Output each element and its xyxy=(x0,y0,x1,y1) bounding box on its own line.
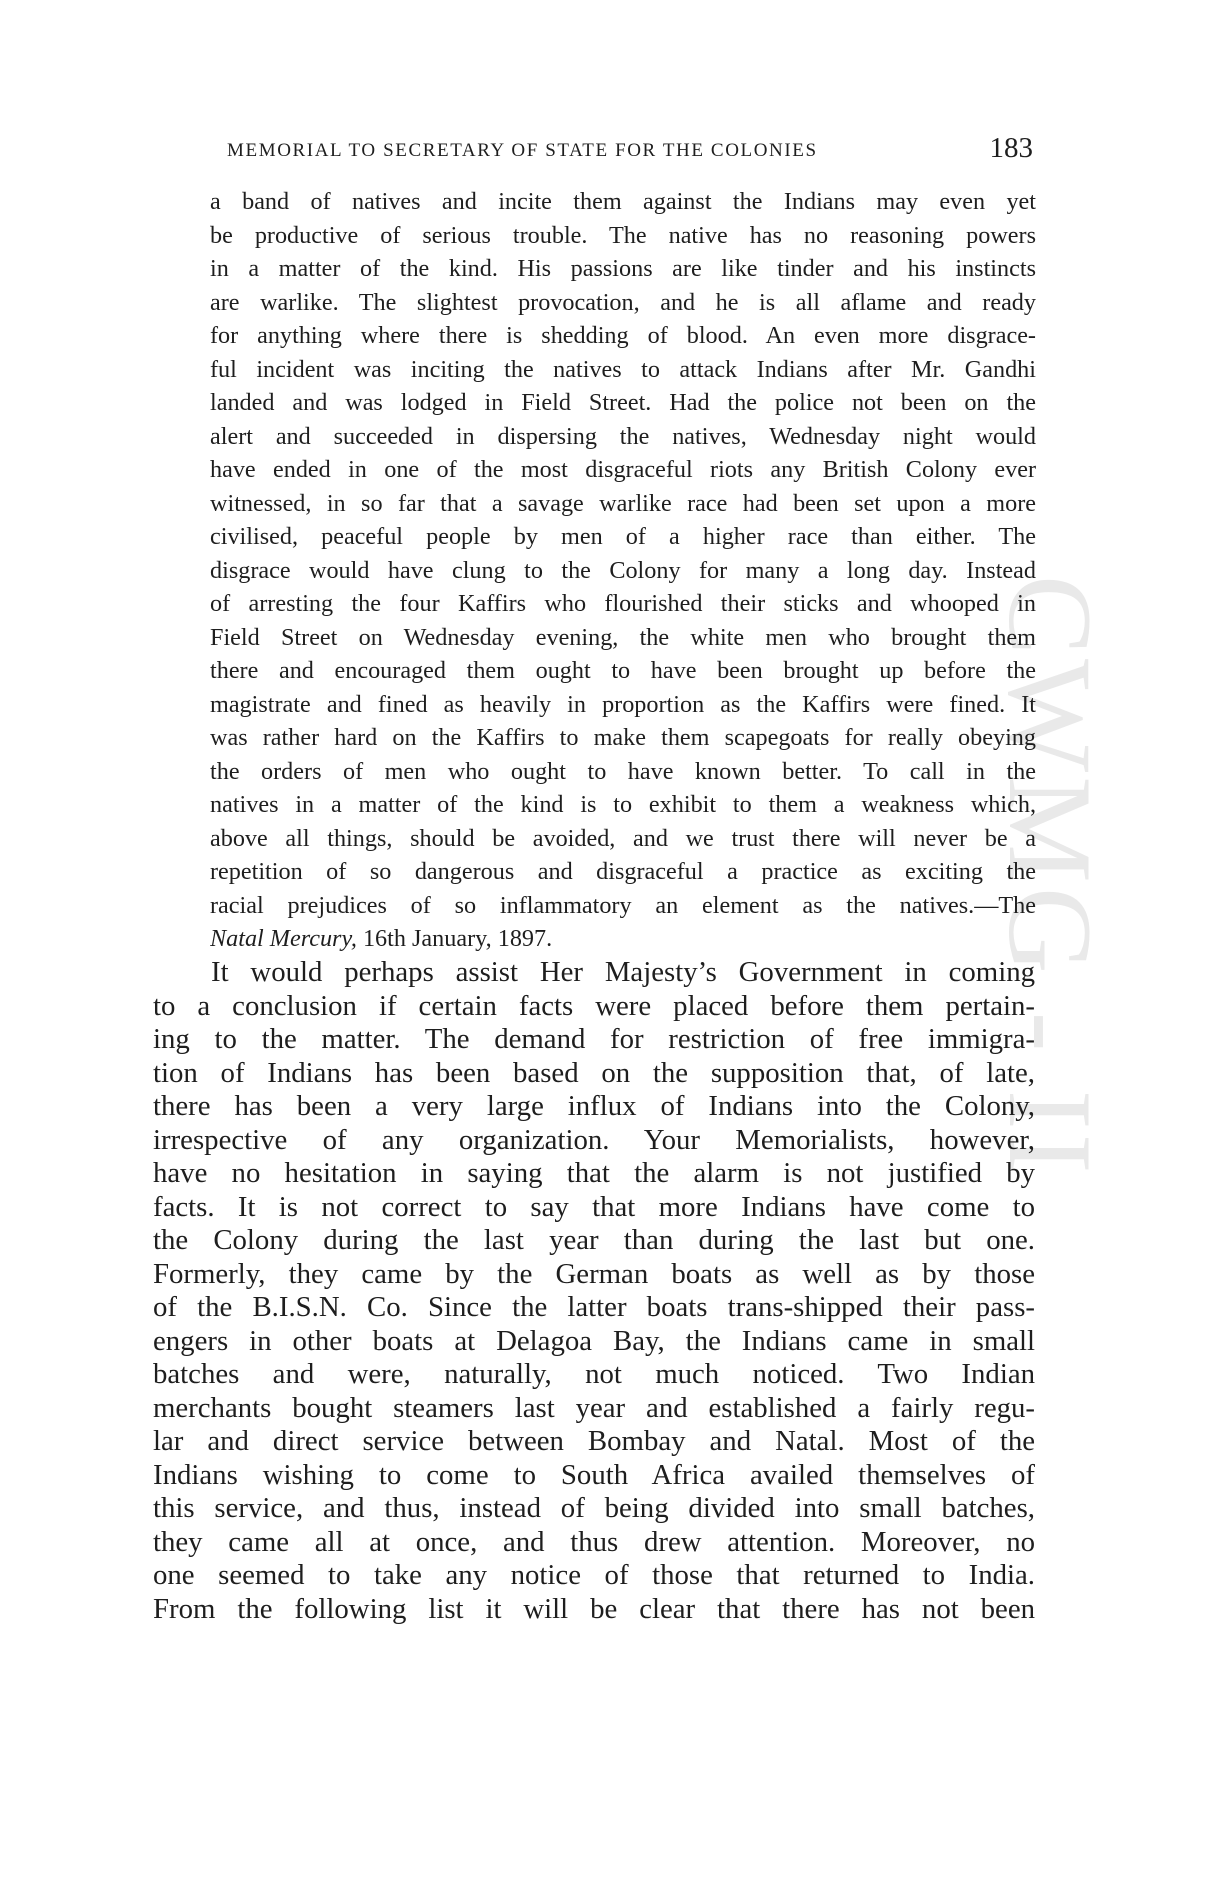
body-line: this service, and thus, instead of being divided into small batches, xyxy=(153,1492,1035,1524)
body-line: the Colony during the last year than during the last but one. xyxy=(153,1224,1035,1256)
body-line: one seemed to take any notice of those that returned to India. xyxy=(153,1559,1035,1591)
page-number: 183 xyxy=(989,132,1033,164)
body-line: they came all at once, and thus drew attention. Moreover, no xyxy=(153,1525,1035,1558)
body-line: to a conclusion if certain facts were placed before them pertain- xyxy=(153,989,1035,1022)
quote-line: the orders of men who ought to have known better. To call in the xyxy=(210,757,1036,785)
quote-line: alert and succeeded in dispersing the natives, Wednesday night would xyxy=(210,422,1036,450)
quote-line: repetition of so dangerous and disgraceful a practice as exciting the xyxy=(210,858,1036,885)
body-line: have no hesitation in saying that the alarm is not justified by xyxy=(153,1157,1035,1189)
body-line: there has been a very large influx of Indians into the Colony, xyxy=(153,1090,1035,1122)
body-paragraph xyxy=(153,956,1035,1626)
quote-line: above all things, should be avoided, and we trust there will never be a xyxy=(210,824,1036,852)
running-title: MEMORIAL TO SECRETARY OF STATE FOR THE COLONIES xyxy=(227,140,818,161)
quote-line: in a matter of the kind. His passions are like tinder and his instincts xyxy=(210,255,1036,282)
quote-line: was rather hard on the Kaffirs to make them scapegoats for really obeying xyxy=(210,724,1036,751)
quote-line: there and encouraged them ought to have been brought up before the xyxy=(210,657,1036,684)
body-line: irrespective of any organization. Your Memorialists, however, xyxy=(153,1123,1035,1156)
body-line: batches and were, naturally, not much noticed. Two Indian xyxy=(153,1358,1035,1390)
body-line: Indians wishing to come to South Africa availed themselves of xyxy=(153,1458,1035,1491)
quote-line: of arresting the four Kaffirs who flourished their sticks and whooped in xyxy=(210,590,1036,617)
quote-source-date: 16th January, 1897. xyxy=(356,925,553,952)
quote-line: witnessed, in so far that a savage warlike race had been set upon a more xyxy=(210,489,1036,517)
body-line: facts. It is not correct to say that more Indians have come to xyxy=(153,1190,1035,1223)
body-line: of the B.I.S.N. Co. Since the latter boats trans-shipped their pass- xyxy=(153,1291,1035,1323)
quote-line: have ended in one of the most disgraceful riots any British Colony ever xyxy=(210,456,1036,483)
quote-source-line xyxy=(210,922,1036,956)
quote-line: a band of natives and incite them against the Indians may even yet xyxy=(210,188,1036,215)
quote-line: magistrate and fined as heavily in proportion as the Kaffirs were fined. It xyxy=(210,690,1036,718)
quote-line: for anything where there is shedding of blood. An even more disgrace- xyxy=(210,322,1036,349)
quoted-extract xyxy=(210,185,1036,956)
body-line: lar and direct service between Bombay and Natal. Most of the xyxy=(153,1425,1035,1457)
quote-line: disgrace would have clung to the Colony for many a long day. Instead xyxy=(210,556,1036,584)
quote-line: ful incident was inciting the natives to attack Indians after Mr. Gandhi xyxy=(210,355,1036,383)
quote-line: Field Street on Wednesday evening, the white men who brought them xyxy=(210,623,1036,651)
quote-line: be productive of serious trouble. The native has no reasoning powers xyxy=(210,221,1036,249)
quote-line: natives in a matter of the kind is to exhibit to them a weakness which, xyxy=(210,791,1036,818)
body-line: merchants bought steamers last year and established a fairly regu- xyxy=(153,1391,1035,1424)
quote-line: racial prejudices of so inflammatory an element as the natives.—The xyxy=(210,891,1036,919)
quote-line: are warlike. The slightest provocation, and he is all aflame and ready xyxy=(210,288,1036,316)
running-head xyxy=(227,132,1033,172)
quote-line: landed and was lodged in Field Street. Had the police not been on the xyxy=(210,389,1036,416)
body-line: Formerly, they came by the German boats as well as by those xyxy=(153,1257,1035,1290)
body-line: engers in other boats at Delagoa Bay, the Indians came in small xyxy=(153,1324,1035,1357)
body-line: tion of Indians has been based on the supposition that, of late, xyxy=(153,1056,1035,1089)
quote-source-publication: Natal Mercury, xyxy=(210,925,357,952)
body-line: From the following list it will be clear that there has not been xyxy=(153,1592,1035,1625)
quote-line: civilised, peaceful people by men of a higher race than either. The xyxy=(210,523,1036,550)
body-line: It would perhaps assist Her Majesty’s Government in coming xyxy=(211,956,1035,988)
watermark-text: CWMG - II xyxy=(984,575,1117,1178)
body-line: ing to the matter. The demand for restriction of free immigra- xyxy=(153,1023,1035,1055)
